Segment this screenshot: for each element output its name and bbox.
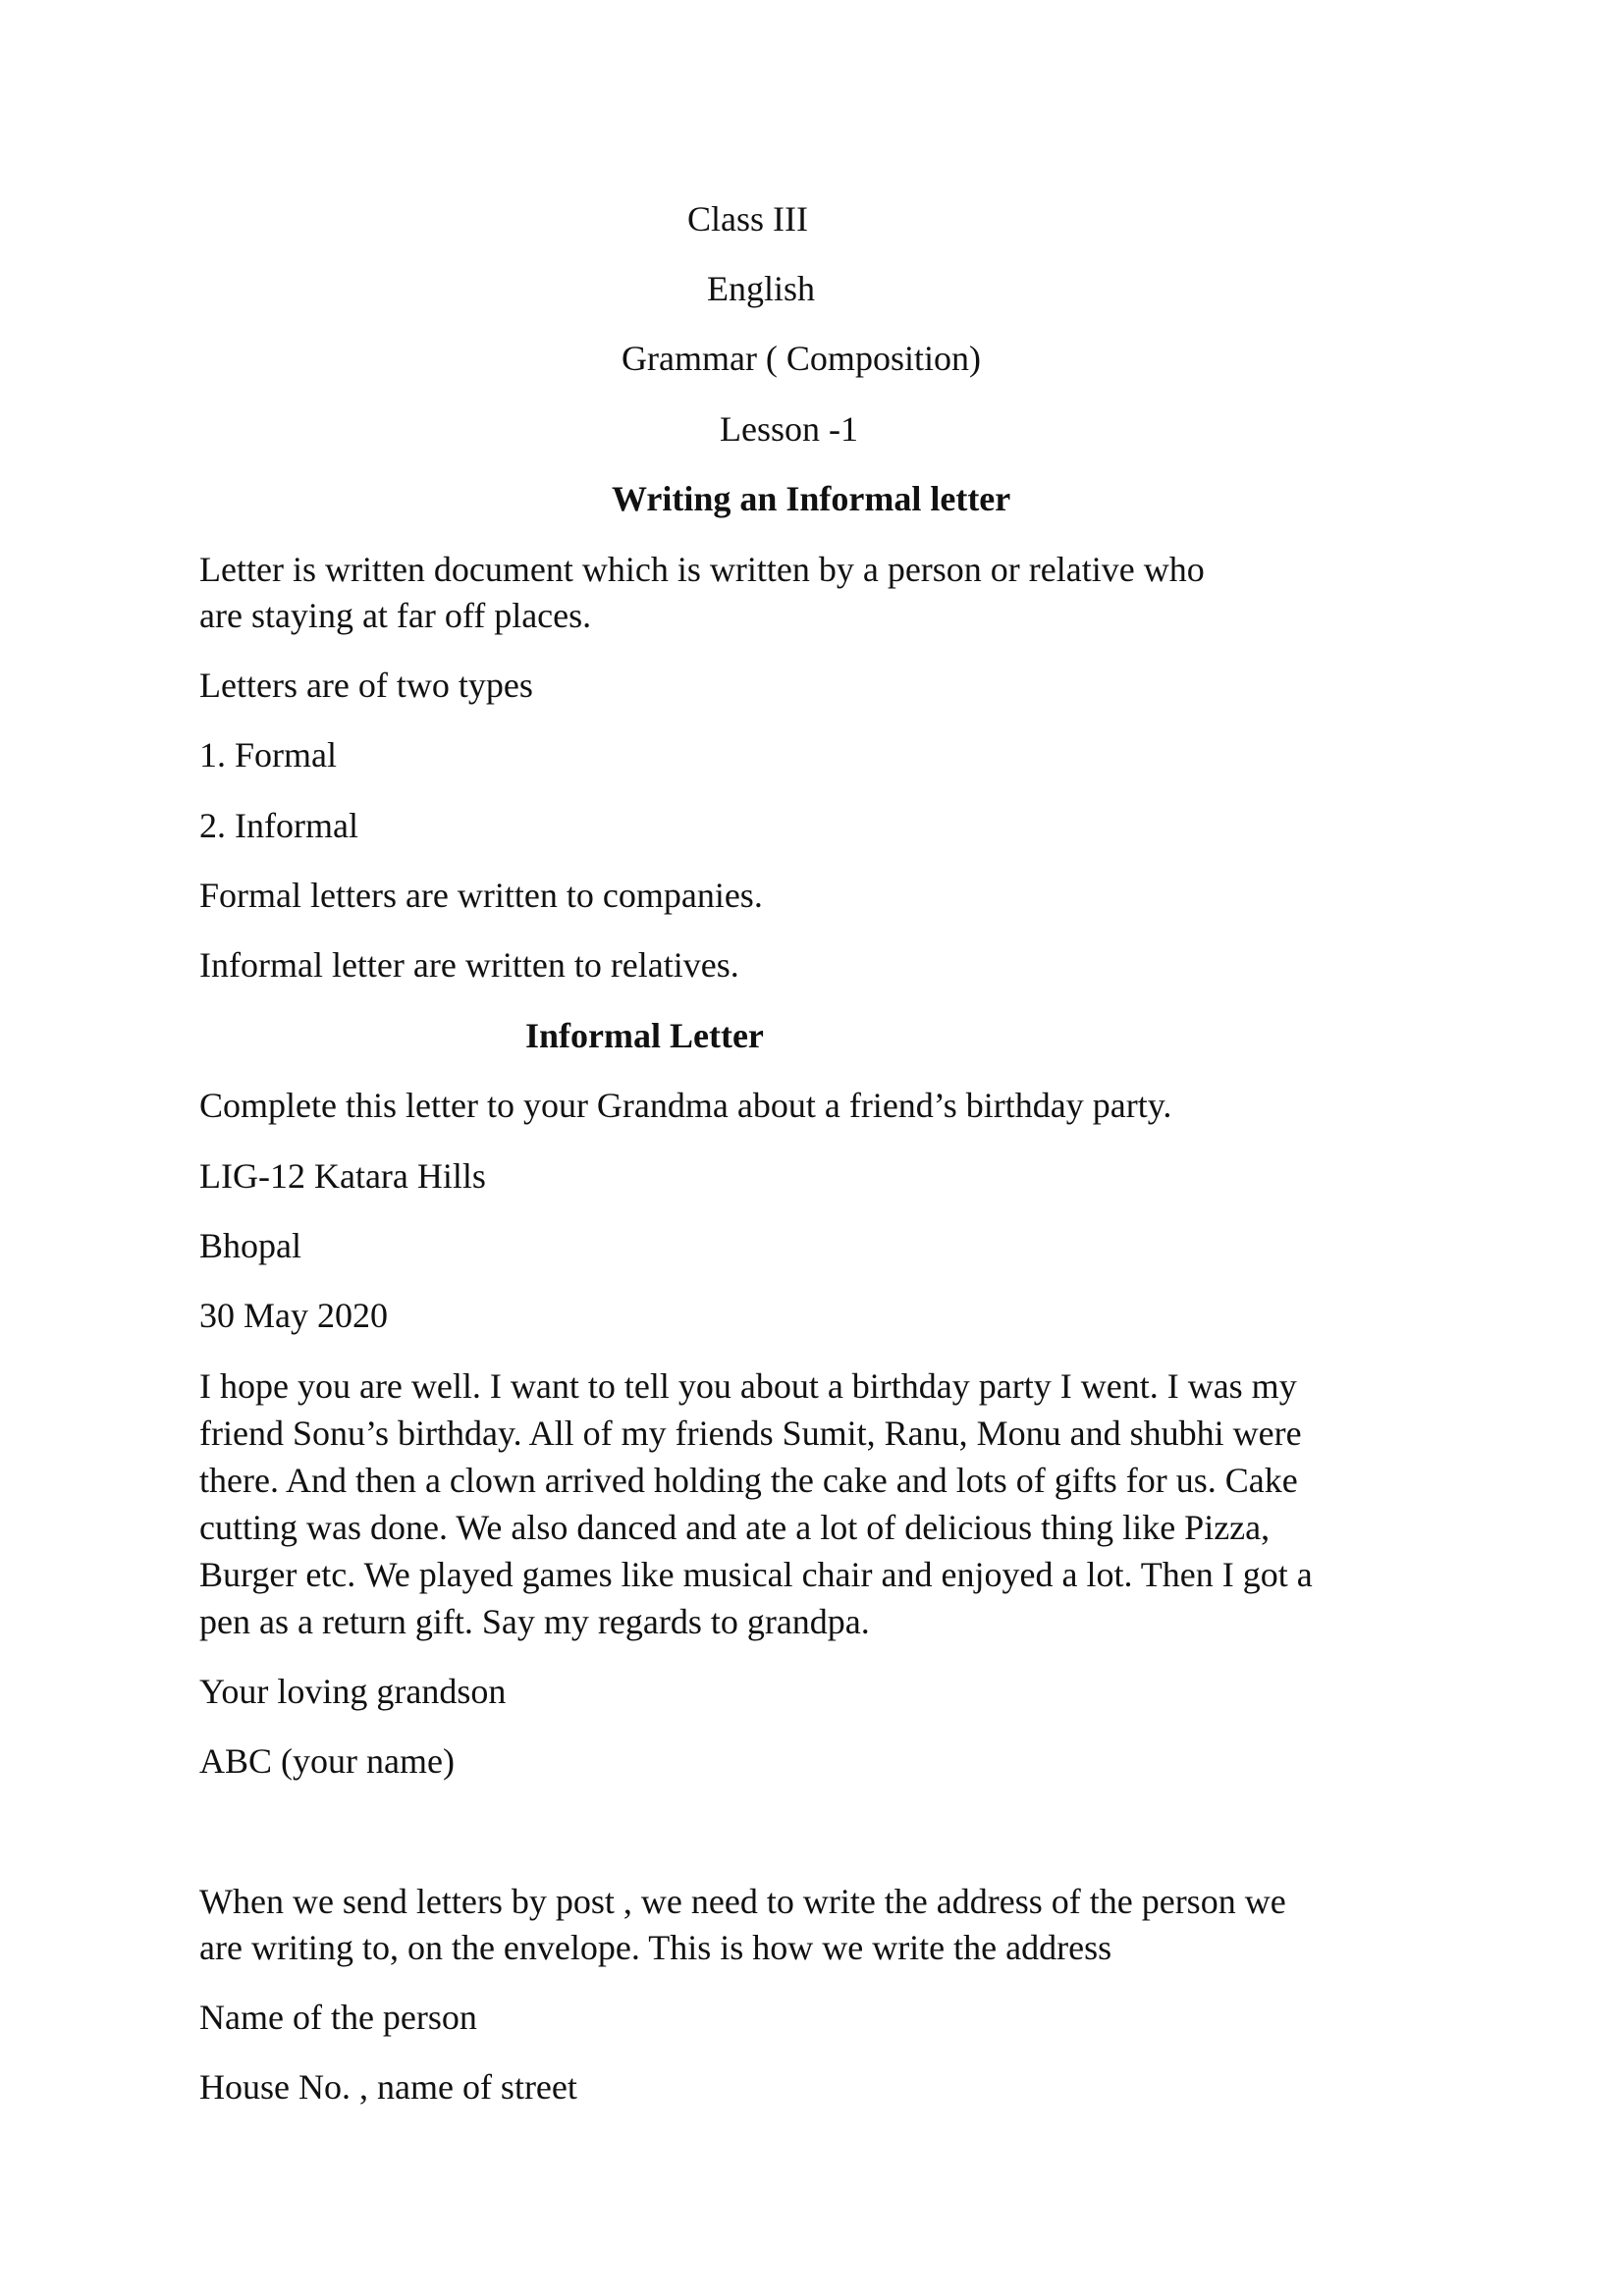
class-heading: Class III	[687, 199, 808, 239]
letter-signature: ABC (your name)	[199, 1741, 455, 1781]
definition-line-2: are staying at far off places.	[199, 596, 592, 635]
letter-body-line-3: there. And then a clown arrived holding the cake and lots of gifts for us. Cake	[199, 1461, 1298, 1500]
type-item-informal: 2. Informal	[199, 806, 358, 845]
formal-note: Formal letters are written to companies.	[199, 876, 763, 915]
address-line-2: Bhopal	[199, 1226, 301, 1265]
types-heading: Letters are of two types	[199, 666, 533, 705]
letter-body-line-5: Burger etc. We played games like musical chair and enjoyed a lot. Then I got a	[199, 1555, 1313, 1594]
type-item-formal: 1. Formal	[199, 735, 337, 774]
envelope-note-line-2: are writing to, on the envelope. This is how we write the address	[199, 1928, 1112, 1967]
letter-body-line-4: cutting was done. We also danced and ate a lot of delicious thing like Pizza,	[199, 1508, 1271, 1547]
letter-body-line-6: pen as a return gift. Say my regards to grandpa.	[199, 1602, 870, 1641]
section-heading: Informal Letter	[525, 1016, 764, 1055]
address-format-name: Name of the person	[199, 1998, 477, 2037]
instruction-text: Complete this letter to your Grandma about a friend’s birthday party.	[199, 1086, 1172, 1125]
definition-line-1: Letter is written document which is written by a person or relative who	[199, 550, 1205, 589]
letter-closing: Your loving grandson	[199, 1672, 507, 1711]
informal-note: Informal letter are written to relatives.	[199, 945, 739, 985]
lesson-heading: Lesson -1	[720, 409, 858, 449]
subject-heading: English	[707, 269, 816, 308]
page-title: Writing an Informal letter	[612, 479, 1011, 518]
address-format-house: House No. , name of street	[199, 2067, 577, 2107]
letter-date: 30 May 2020	[199, 1296, 388, 1335]
letter-body-line-1: I hope you are well. I want to tell you about a birthday party I went. I was my	[199, 1366, 1297, 1406]
address-line-1: LIG-12 Katara Hills	[199, 1156, 486, 1196]
letter-body-line-2: friend Sonu’s birthday. All of my friends Sumit, Ranu, Monu and shubhi were	[199, 1414, 1302, 1453]
envelope-note-line-1: When we send letters by post , we need to write the address of the person we	[199, 1882, 1286, 1921]
topic-heading: Grammar ( Composition)	[622, 339, 981, 378]
